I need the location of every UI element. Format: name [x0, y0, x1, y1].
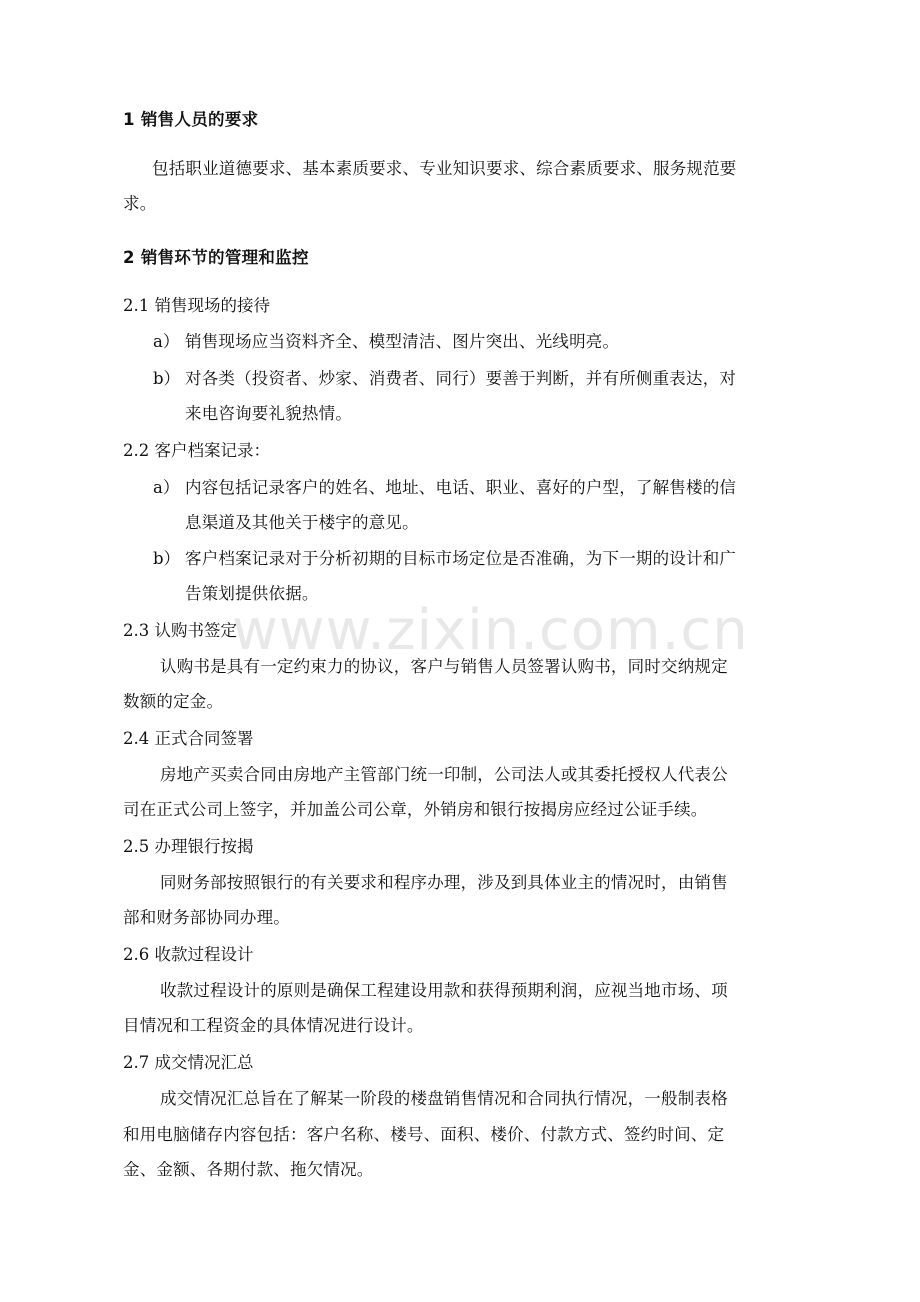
- subsection-2-4-title: 2.4 正式合同签署: [123, 729, 254, 748]
- subsection-2-7-para-line-1: 成交情况汇总旨在了解某一阶段的楼盘销售情况和合同执行情况，一般制表格: [160, 1089, 728, 1108]
- subsection-2-3-title: 2.3 认购书签定: [123, 621, 237, 640]
- subsection-2-4-para-line-2: 司在正式公司上签字，并加盖公司公章，外销房和银行按揭房应经过公证手续。: [123, 800, 708, 819]
- list-marker-2-1-b: b）: [153, 369, 181, 388]
- subsection-2-7-para-line-2: 和用电脑储存内容包括：客户名称、楼号、面积、楼价、付款方式、签约时间、定: [123, 1125, 725, 1144]
- list-item-2-2-b-line-2: 告策划提供依据。: [185, 584, 319, 603]
- list-marker-2-2-a: a）: [153, 478, 180, 497]
- list-marker-2-1-a: a）: [153, 332, 180, 351]
- section-1-para-line-1: 包括职业道德要求、基本素质要求、专业知识要求、综合素质要求、服务规范要: [152, 159, 737, 178]
- list-item-2-1-a-line-1: 销售现场应当资料齐全、模型清洁、图片突出、光线明亮。: [185, 332, 620, 351]
- subsection-2-1-title: 2.1 销售现场的接待: [123, 296, 270, 315]
- subsection-2-5-para-line-1: 同财务部按照银行的有关要求和程序办理，涉及到具体业主的情况时，由销售: [160, 873, 728, 892]
- list-marker-2-2-b: b）: [153, 549, 181, 568]
- list-item-2-2-b-line-1: 客户档案记录对于分析初期的目标市场定位是否准确，为下一期的设计和广: [185, 549, 737, 568]
- subsection-2-6-para-line-1: 收款过程设计的原则是确保工程建设用款和获得预期利润，应视当地市场、项: [160, 981, 728, 1000]
- subsection-2-5-para-line-2: 部和财务部协同办理。: [123, 908, 290, 927]
- subsection-2-3-para-line-1: 认购书是具有一定约束力的协议，客户与销售人员签署认购书，同时交纳规定: [160, 657, 728, 676]
- list-item-2-2-a-line-2: 息渠道及其他关于楼宇的意见。: [185, 513, 419, 532]
- subsection-2-4-para-line-1: 房地产买卖合同由房地产主管部门统一印制，公司法人或其委托授权人代表公: [160, 765, 728, 784]
- subsection-2-6-para-line-2: 目情况和工程资金的具体情况进行设计。: [123, 1016, 424, 1035]
- subsection-2-7-para-line-3: 金、金额、各期付款、拖欠情况。: [123, 1160, 374, 1179]
- section-2-heading: 2 销售环节的管理和监控: [123, 248, 309, 267]
- subsection-2-6-title: 2.6 收款过程设计: [123, 945, 254, 964]
- section-1-para-line-2: 求。: [123, 194, 157, 213]
- list-item-2-2-a-line-1: 内容包括记录客户的姓名、地址、电话、职业、喜好的户型，了解售楼的信: [185, 478, 737, 497]
- subsection-2-7-title: 2.7 成交情况汇总: [123, 1053, 254, 1072]
- list-item-2-1-b-line-1: 对各类（投资者、炒家、消费者、同行）要善于判断，并有所侧重表达，对: [185, 369, 737, 388]
- subsection-2-2-title: 2.2 客户档案记录：: [123, 441, 270, 460]
- watermark: www.zixin.com.cn: [232, 598, 749, 663]
- section-1-heading: 1 销售人员的要求: [123, 110, 259, 129]
- subsection-2-3-para-line-2: 数额的定金。: [123, 692, 224, 711]
- list-item-2-1-b-line-2: 来电咨询要礼貌热情。: [185, 404, 352, 423]
- subsection-2-5-title: 2.5 办理银行按揭: [123, 837, 254, 856]
